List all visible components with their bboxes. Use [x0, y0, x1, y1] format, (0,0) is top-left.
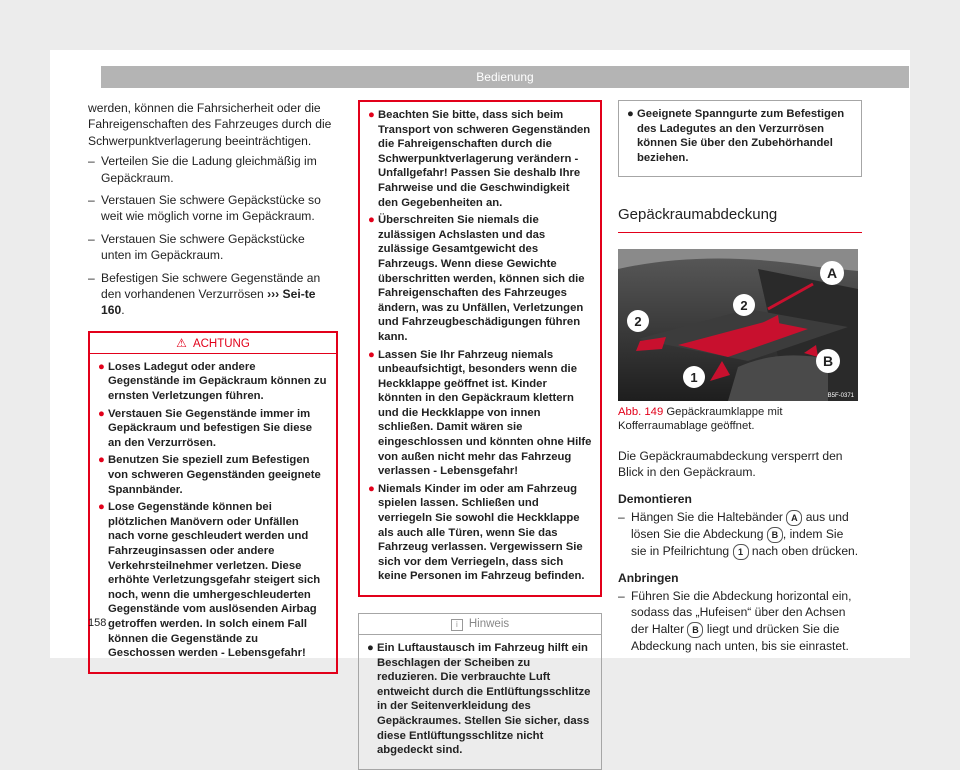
warning-box-continued	[358, 100, 602, 597]
figure-code: B5F-0371	[827, 392, 854, 399]
label-a-badge: A	[786, 510, 802, 526]
figure-label-two-right	[733, 294, 755, 316]
warning-item: ● Benutzen Sie speziell zum Befestigen von schweren Gegenständen geeignete Spannbänder.	[98, 454, 321, 496]
warning-item: ● Niemals Kinder im oder am Fahrzeug spielen lassen. Schließen und verriegeln Sie sowohl die Heckklappe als auch alle Türen, wenn Sie das Fahrzeug verlassen. Vergewissern Sie sich vor dem Verriegeln, dass sich keine Personen im Fahrzeug befinden.	[368, 482, 585, 583]
figure-number: Abb. 149	[618, 405, 664, 418]
header-title: Bedienung	[476, 70, 534, 84]
page-reference-link[interactable]: ››› Sei-te 160	[101, 287, 316, 318]
remove-title: Demontieren	[618, 491, 692, 506]
list-item: – Verstauen Sie schwere Gepäckstücke unten im Gepäckraum.	[88, 231, 305, 263]
warning-item: ● Überschreiten Sie niemals die zulässigen Achslasten und das zulässige Gesamtgewicht des Fahrzeugs. Wenn diese Gewichte überschritten werden, können sich die Fahreigenschaften des Fahrzeuges ändern, was zu Unfällen, Verletzungen und Fahrzeugbeschädigungen führen kann.	[368, 214, 585, 343]
note-item: ● Geeignete Spanngurte zum Befestigen des Ladegutes an den Verzurrösen können Sie über den Zubehörhandel beziehen.	[627, 108, 845, 164]
hint-box	[358, 613, 602, 770]
section-intro: Die Gepäckraumabdeckung versperrt den Blick in den Gepäckraum.	[618, 448, 843, 480]
accessory-note-box	[618, 100, 862, 177]
warning-title: ⚠ ACHTUNG	[90, 333, 336, 354]
warning-item: ● Beachten Sie bitte, dass sich beim Transport von schweren Gegenständen die Fahreigenschaften durch die Schwerpunktverlagerung verändern - Unfallgefahr! Passen Sie deshalb Ihre Fahrweise und die Geschwindigkeit den Gegebenheiten an.	[368, 109, 591, 209]
page-number: 158	[88, 617, 107, 629]
warning-body	[90, 354, 336, 672]
hint-body	[359, 635, 601, 769]
label-b-badge: B	[687, 622, 703, 638]
remove-step: – Hängen Sie die Haltebänder A aus und lösen Sie die Abdeckung B , indem Sie sie in Pfeilrichtung 1 nach oben drücken.	[618, 510, 859, 558]
svg-text:2: 2	[740, 297, 748, 313]
figure-label-one	[683, 366, 705, 388]
warning-item: ● Lose Gegenstände können bei plötzlichen Manövern oder Unfällen nach vorne geschleudert werden und Fahrzeuginsassen oder andere Verkehrsteilnehmer verletzen. Diese erhöhte Verletzungsgefahr steigert sich noch, wenn die umhergeschleuderten Gegenstände vom auslösenden Airbag getroffen werden. In solch einem Fall können die Gegenstände zu Geschossen werden - Lebensgefahr!	[98, 501, 321, 660]
column-middle	[358, 100, 602, 770]
manual-page	[50, 50, 910, 757]
column-right	[618, 100, 862, 660]
warning-box	[88, 331, 338, 674]
install-title: Anbringen	[618, 570, 679, 585]
svg-text:1: 1	[690, 369, 698, 385]
label-b-badge: B	[767, 527, 783, 543]
info-icon: i	[451, 619, 463, 631]
warning-item: ● Lassen Sie Ihr Fahrzeug niemals unbeaufsichtigt, besonders wenn die Heckklappe geöffnet ist. Kinder könnten in den Gepäckraum klettern und die Heckklappe von innen schließen. Damit wären sie eingeschlossen und könnten ohne Hilfe von außen nicht mehr das Fahrzeug verlassen - Lebensgefahr!	[368, 348, 592, 478]
list-item: – Verstauen Sie schwere Gepäckstücke so weit wie möglich vorne im Gepäckraum.	[88, 193, 321, 224]
figure-label-a	[820, 261, 844, 285]
svg-text:B: B	[822, 352, 834, 369]
svg-text:A: A	[826, 264, 838, 281]
warning-item: ● Loses Ladegut oder andere Gegenstände im Gepäckraum können zu ernsten Verletzungen führen.	[98, 360, 327, 403]
warning-item: ● Verstauen Sie Gegenstände immer im Gepäckraum und befestigen Sie diese an den Verzurrösen.	[98, 407, 313, 449]
figure-label-two-left	[627, 310, 649, 332]
hint-item: ● Ein Luftaustausch im Fahrzeug hilft ein Beschlagen der Scheiben zu reduzieren. Die verbrauchte Luft entweicht durch die Entlüftungsschlitze in der Seitenverkleidung des Gepäckraumes. Stellen Sie sicher, dass diese Entlüftungsschlitze nicht abgedeckt sind.	[367, 642, 591, 757]
trunk-illustration	[618, 249, 858, 401]
install-step: – Führen Sie die Abdeckung horizontal ein, sodass das „Hufeisen“ über den Achsen der Halter B liegt und drücken Sie die Abdeckung nach unten, bis sie einrastet.	[618, 588, 852, 653]
intro-paragraph: werden, können die Fahrsicherheit oder die Fahreigenschaften des Fahrzeuges durch die Schwerpunktverlagerung beeinträchtigen.	[88, 101, 332, 148]
list-item: – Verteilen Sie die Ladung gleichmäßig im Gepäckraum.	[88, 154, 317, 185]
header-bar	[101, 66, 909, 88]
warning-triangle-icon: ⚠	[176, 335, 187, 350]
figure-caption: Abb. 149 Gepäckraumklappe mit Kofferraumablage geöffnet.	[618, 405, 783, 433]
svg-text:2: 2	[634, 313, 642, 329]
trunk-cover-figure	[618, 249, 858, 401]
label-1-badge: 1	[733, 544, 749, 560]
column-left	[88, 100, 338, 674]
hint-title: i Hinweis	[359, 614, 601, 635]
section-title: Gepäckraumabdeckung	[618, 207, 862, 232]
list-item: – Befestigen Sie schwere Gegenstände an den vorhandenen Verzurrösen ››› Sei-te 160.	[88, 270, 321, 318]
warning-body	[360, 102, 600, 595]
figure-label-b	[816, 349, 840, 373]
